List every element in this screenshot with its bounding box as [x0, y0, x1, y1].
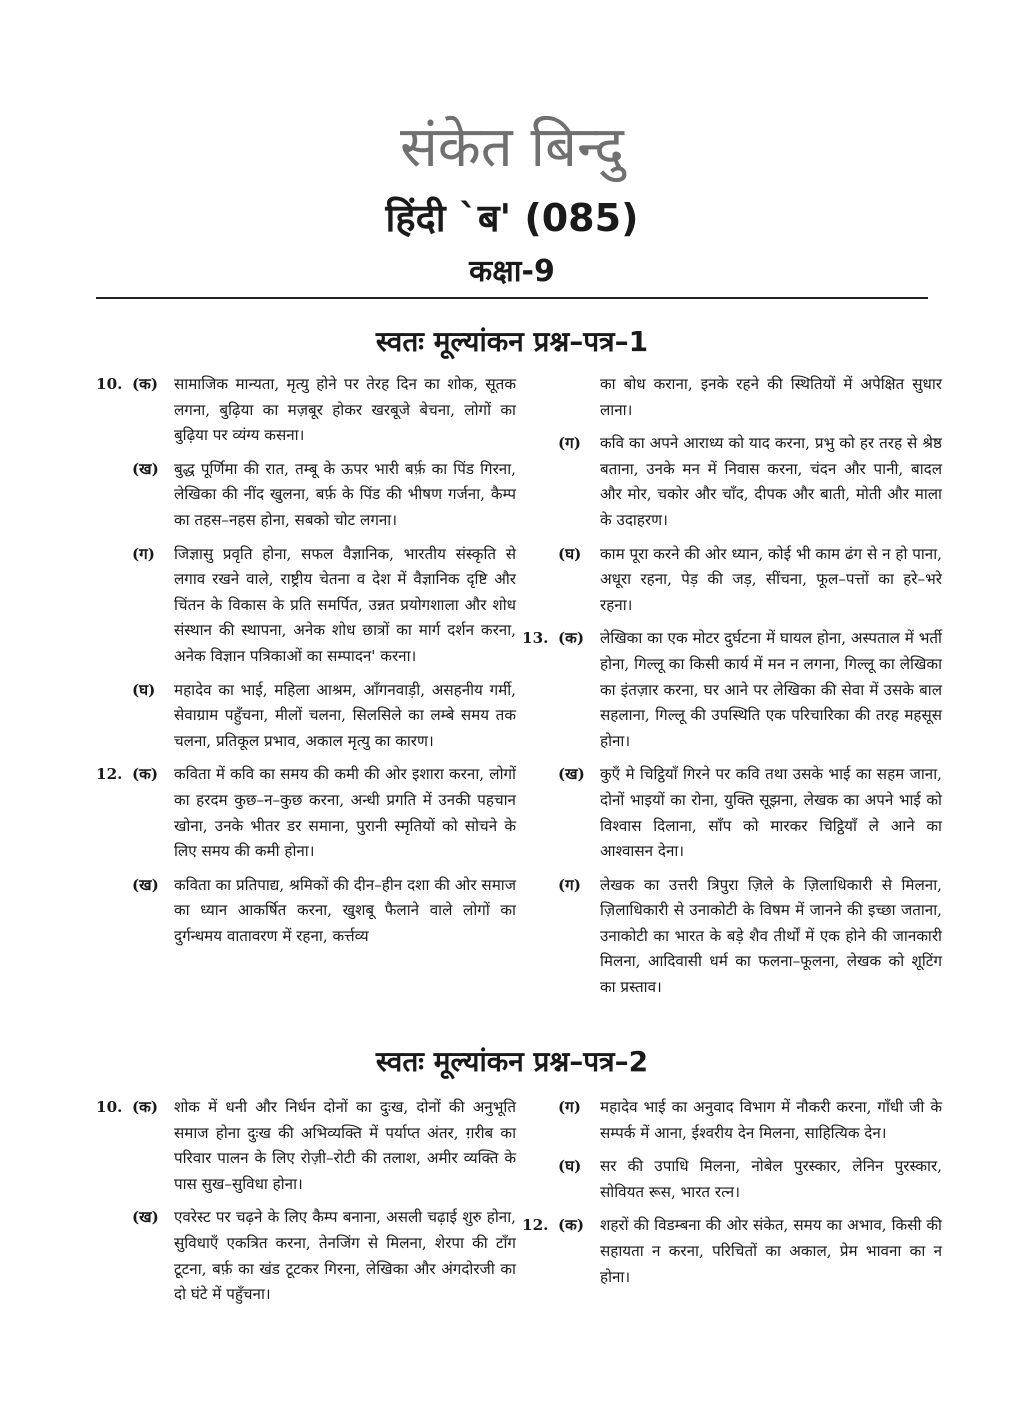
sub-part-label: (ग) [132, 544, 155, 563]
subject-heading: हिंदी `ब' (085) [385, 196, 639, 240]
answer-text: का बोध कराना, इनके रहने की स्थितियों में अपेक्षित सुधार लाना। [600, 375, 942, 419]
answer-text: शोक में धनी और निर्धन दोनों का दुःख, दोनों की अनुभूति समाज होना दुःख की अभिव्यक्ति में पर्याप्त अंतर, ग़रीब का परिवार पालन के लिए रोज़ी–रोटी की तलाश, अमीर व्यक्ति के पास सुख–सुविधा होना। [174, 1098, 516, 1193]
answer-item [522, 626, 942, 754]
question-number: 10. [96, 1098, 123, 1116]
answer-text: बुद्ध पूर्णिमा की रात, तम्बू के ऊपर भारी बर्फ़ का पिंड गिरना, लेखिका की नींद खुलना, बर्फ़ के पिंड की भीषण गर्जना, कैम्प का तहस–नहस होना, सबको चोट लगना। [174, 459, 516, 529]
sub-part-label: (घ) [132, 680, 156, 699]
sub-part-label: (क) [132, 765, 159, 784]
sub-part-label: (घ) [558, 1157, 582, 1176]
section-1-right-column [522, 372, 942, 1009]
header-divider [96, 297, 928, 299]
answer-item [96, 457, 516, 534]
sub-part-label: (क) [558, 629, 585, 648]
answer-text: शहरों की विडम्बना की ओर संकेत, समय का अभाव, किसी की सहायता न करना, परिचितों का अकाल, प्रेम भावना का न होना। [600, 1216, 942, 1286]
answer-item [522, 542, 942, 619]
question-number: 10. [96, 375, 123, 393]
answer-item [522, 431, 942, 533]
sub-part-label: (घ) [558, 544, 582, 563]
page-title: संकेत बिन्दु [399, 115, 625, 180]
answer-item [96, 372, 516, 449]
answer-item [96, 1095, 516, 1197]
sub-part-label: (ख) [132, 459, 159, 478]
answer-item [522, 372, 942, 423]
answer-item [96, 542, 516, 670]
question-number: 13. [522, 629, 549, 648]
answer-item [522, 1154, 942, 1205]
answer-item [96, 873, 516, 950]
sub-part-label: (ख) [132, 1208, 159, 1227]
sub-part-label: (ख) [132, 875, 159, 894]
answer-text: कविता का प्रतिपाद्य, श्रमिकों की दीन–हीन दशा की ओर समाज का ध्यान आकर्षित करना, खुशबू फैलाने वाले लोगों का दुर्गन्धमय वातावरण में रहना, कर्त्तव्य [174, 875, 516, 945]
answer-item [96, 678, 516, 755]
answer-item [522, 762, 942, 864]
answer-text: महादेव का भाई, महिला आश्रम, आँगनवाड़ी, असहनीय गर्मी, सेवाग्राम पहुँचना, मीलों चलना, सिलसिले का लम्बे समय तक चलना, प्रतिकूल प्रभाव, अकाल मृत्यु का कारण। [174, 680, 516, 750]
section-2-right-column [522, 1095, 942, 1298]
sub-part-label: (क) [558, 1216, 585, 1235]
sub-part-label: (ख) [558, 765, 585, 784]
sub-part-label: (ग) [558, 875, 581, 894]
answer-text: लेखिका का एक मोटर दुर्घटना में घायल होना, अस्पताल में भर्ती होना, गिल्लू का किसी कार्य में मन न लगना, गिल्लू का लेखिका का इंतज़ार करना, घर आने पर लेखिका की सेवा में उसके बाल सहलाना, गिल्लू की उपस्थिति एक परिचारिका की तरह महसूस होना। [600, 629, 942, 750]
answer-text: सर की उपाधि मिलना, नोबेल पुरस्कार, लेनिन पुरस्कार, सोवियत रूस, भारत रत्न। [600, 1157, 942, 1201]
answer-item [96, 762, 516, 864]
answer-text: कविता में कवि का समय की कमी की ओर इशारा करना, लोगों का हरदम कुछ–न–कुछ करना, अन्धी प्रगति में उनकी पहचान खोना, उनके भीतर डर समाना, पुरानी स्मृतियों को सोचने के लिए समय की कमी होना। [174, 765, 516, 861]
sub-part-label: (ग) [558, 434, 581, 453]
answer-text: सामाजिक मान्यता, मृत्यु होने पर तेरह दिन का शोक, सूतक लगना, बुढ़िया का मज़बूर होकर खरबूजे बेचना, लोगों का बुढ़िया पर व्यंग्य कसना। [174, 375, 516, 445]
answer-text: महादेव भाई का अनुवाद विभाग में नौकरी करना, गाँधी जी के सम्पर्क में आना, ईश्वरीय देन मिलना, साहित्यिक देन। [600, 1098, 942, 1142]
answer-item [522, 1095, 942, 1146]
sub-part-label: (ग) [558, 1098, 581, 1116]
sub-part-label: (क) [132, 1098, 159, 1116]
sub-part-label: (क) [132, 375, 159, 393]
section-title-2: स्वतः मूल्यांकन प्रश्न–पत्र–2 [375, 1045, 649, 1078]
section-2-left-column [96, 1095, 516, 1316]
answer-item [522, 1213, 942, 1290]
answer-item [522, 873, 942, 1001]
answer-text: कुएँ मे चिट्ठियाँ गिरने पर कवि तथा उसके भाई का सहम जाना, दोनों भाइयों का रोना, युक्ति सूझना, लेखक का अपने भाई को विश्वास दिलाना, साँप को मारकर चिट्ठियाँ ले आने का आश्वासन देना। [600, 765, 942, 861]
answer-text: कवि का अपने आराध्य को याद करना, प्रभु को हर तरह से श्रेष्ठ बताना, उनके मन में निवास करना, चंदन और पानी, बादल और मोर, चकोर और चाँद, दीपक और बाती, मोती और माला के उदाहरण। [600, 434, 942, 529]
answer-text: लेखक का उत्तरी त्रिपुरा ज़िले के ज़िलाधिकारी से मिलना, ज़िलाधिकारी से उनाकोटी के विषम में जानने की इच्छा जताना, उनाकोटी का भारत के बड़े शैव तीर्थों में एक होने की जानकारी मिलना, आदिवासी धर्म का फलना–फूलना, लेखक को शूटिंग का प्रस्ताव। [600, 875, 942, 997]
section-1-left-column [96, 372, 516, 957]
section-title-1: स्वतः मूल्यांकन प्रश्न–पत्र–1 [375, 325, 649, 358]
question-number: 12. [522, 1216, 549, 1235]
answer-text: जिज्ञासु प्रवृति होना, सफल वैज्ञानिक, भारतीय संस्कृति से लगाव रखने वाले, राष्ट्रीय चेतना व देश में वैज्ञानिक दृष्टि और चिंतन के विकास के प्रति समर्पित, उन्नत प्रयोगशाला और शोध संस्थान की स्थापना, अनेक शोध छात्रों का मार्ग दर्शन करना, अनेक विज्ञान पत्रिकाओं का सम्पादन' करना। [174, 544, 516, 665]
class-label: कक्षा-9 [469, 254, 555, 289]
answer-text: काम पूरा करने की ओर ध्यान, कोई भी काम ढंग से न हो पाना, अधूरा रहना, पेड़ की जड़, सींचना, फूल–पत्तों का हरे–भरे रहना। [600, 544, 942, 614]
answer-text: एवरेस्ट पर चढ़ने के लिए कैम्प बनाना, असली चढ़ाई शुरु होना, सुविधाएँ एकत्रित करना, तेनजिंग से मिलना, शेरपा की टाँग टूटना, बर्फ़ का खंड टूटकर गिरना, लेखिका और अंगदोरजी का दो घंटे में पहुँचना। [174, 1208, 516, 1304]
question-number: 12. [96, 765, 123, 784]
answer-item [96, 1205, 516, 1307]
